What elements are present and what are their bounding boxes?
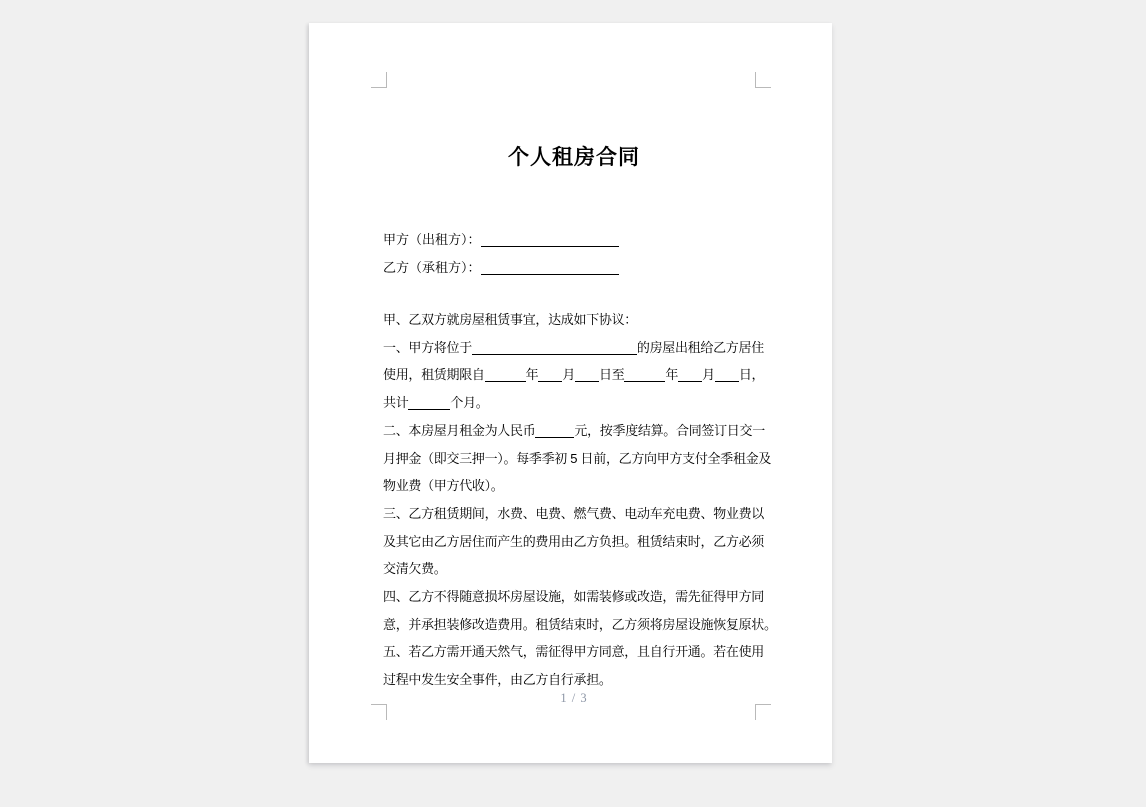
text-run: 共计 <box>383 395 409 411</box>
body-line <box>383 500 767 528</box>
text-run: 五、若乙方需开通天然气，需征得甲方同意，且自行开通。若在使用 <box>383 644 765 660</box>
blank-underline <box>472 341 637 355</box>
body-line <box>383 472 767 500</box>
document-title: 个人租房合同 <box>508 145 640 169</box>
text-run: 乙方（承租方）： <box>383 260 481 275</box>
blank-underline <box>408 396 450 410</box>
text-run: 月 <box>702 367 715 383</box>
text-run: 个月。 <box>450 395 489 411</box>
body-line <box>383 389 767 417</box>
body-line <box>383 417 767 445</box>
text-run: 一、甲方将位于 <box>383 339 472 355</box>
crop-mark-bottom-left <box>371 704 387 720</box>
text-run: 使用，租赁期限自 <box>383 367 485 383</box>
text-run: 三、乙方租赁期间，水费、电费、燃气费、电动车充电费、物业费以 <box>383 505 765 521</box>
party-line <box>383 254 765 282</box>
text-run: 日， <box>738 367 765 383</box>
page-number: 1 / 3 <box>560 691 588 705</box>
contract-body <box>383 306 777 694</box>
text-run: 日至 <box>599 367 625 383</box>
body-line <box>383 611 777 639</box>
party-line <box>383 226 765 254</box>
blank-underline <box>624 368 665 382</box>
text-run: 物业费（甲方代收）。 <box>383 478 504 494</box>
body-line <box>383 334 767 362</box>
body-line <box>383 528 767 556</box>
text-run: 年 <box>525 367 539 383</box>
crop-mark-top-left <box>371 72 387 88</box>
document-page <box>309 23 832 763</box>
text-run: 意，并承担装修改造费用。租赁结束时，乙方须将房屋设施恢复原状。 <box>383 616 777 632</box>
blank-underline <box>481 233 619 247</box>
body-line <box>383 638 767 666</box>
body-line <box>383 555 767 583</box>
blank-underline <box>538 368 562 382</box>
text-run: 月 <box>562 367 576 383</box>
text-run: 元，按季度结算。合同签订日交一 <box>574 422 765 438</box>
text-run: 二、本房屋月租金为人民币 <box>383 422 536 438</box>
body-line <box>383 306 767 334</box>
party-block <box>383 226 765 282</box>
text-run: 过程中发生安全事件，由乙方自行承担。 <box>383 672 612 688</box>
text-run: 的房屋出租给乙方居住 <box>636 339 764 355</box>
blank-underline <box>715 368 739 382</box>
body-line <box>383 361 767 389</box>
text-run: 交清欠费。 <box>383 561 447 577</box>
body-line <box>383 445 772 473</box>
body-line <box>383 583 767 611</box>
blank-underline <box>485 368 526 382</box>
text-run: 及其它由乙方居住而产生的费用由乙方负担。租赁结束时，乙方必须 <box>383 533 765 549</box>
text-run: 甲、乙双方就房屋租赁事宜，达成如下协议： <box>383 312 638 327</box>
blank-underline <box>575 368 599 382</box>
text-run: 四、乙方不得随意损坏房屋设施，如需装修或改造，需先征得甲方同 <box>383 589 765 605</box>
text-run: 年 <box>665 367 679 383</box>
text-run: 月押金（即交三押一）。每季季初 5 日前，乙方向甲方支付全季租金及 <box>383 450 772 466</box>
crop-mark-bottom-right <box>755 704 771 720</box>
body-line <box>383 666 767 694</box>
blank-underline <box>481 261 619 275</box>
blank-underline <box>678 368 702 382</box>
blank-underline <box>535 424 574 438</box>
text-run: 甲方（出租方）： <box>383 232 481 247</box>
crop-mark-top-right <box>755 72 771 88</box>
